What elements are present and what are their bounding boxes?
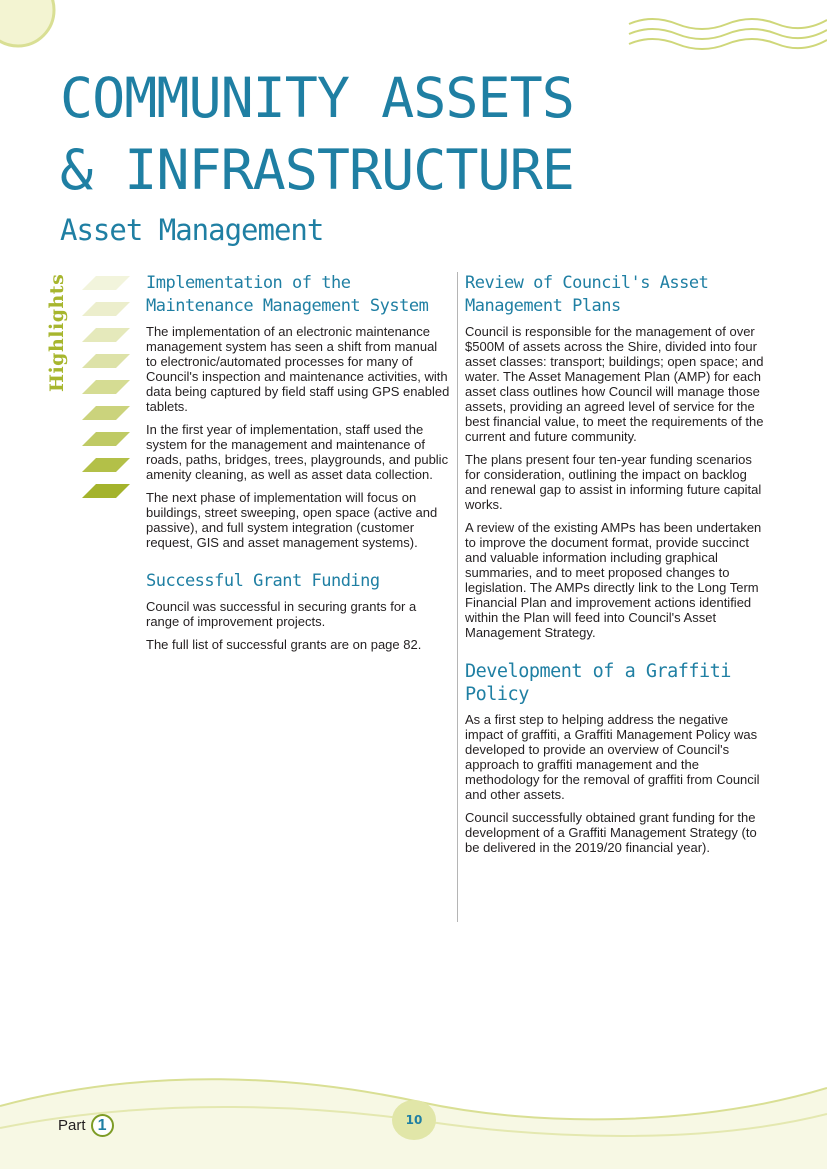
section-heading: Successful Grant Funding — [146, 571, 380, 591]
page-subtitle: Asset Management — [60, 213, 324, 247]
title-line-1: COMMUNITY ASSETS — [60, 66, 574, 130]
part-indicator — [58, 1114, 114, 1137]
right-column — [465, 272, 769, 863]
paragraph: As a first step to helping address the negative impact of graffiti, a Graffiti Management Policy was developed to provide an overview of Council's approach to graffiti management and the methodology for the removal of graffiti from Council and other assets. — [465, 712, 760, 802]
paragraph: A review of the existing AMPs has been undertaken to improve the document format, provide succinct and valuable information including graphical summaries, and to meet proposed changes to legislation. The AMPs directly link to the Long Term Financial Plan and improvement actions identified within the Plan will feed into Council's Asset Management Strategy. — [465, 520, 762, 640]
corner-decoration — [0, 0, 70, 68]
page-title — [60, 62, 574, 206]
section-heading: Review of Council's Asset Management Plans — [465, 273, 709, 316]
wave-lines-decoration — [627, 10, 827, 60]
paragraph: The full list of successful grants are on page 82. — [146, 637, 422, 652]
part-label-text: Part — [58, 1117, 86, 1134]
maintenance-section — [146, 272, 450, 550]
paragraph: Council was successful in securing grants for a range of improvement projects. — [146, 599, 417, 629]
page-number: 10 — [392, 1100, 436, 1140]
column-divider — [457, 272, 458, 922]
highlight-stripes-decoration — [82, 274, 134, 510]
paragraph: The next phase of implementation will focus on buildings, street sweeping, open space (active and passive), and full system integration (customer request, GIS and asset management systems). — [146, 490, 438, 550]
paragraph: Council is responsible for the management of over $500M of assets across the Shire, divided into four asset classes: transport; buildings; open space; and water. The Asset Management Plan (AMP) for each asset class outlines how Council will manage those assets, providing an agreed level of service for the best financial value, to meet the requirements of the current and future community. — [465, 324, 764, 444]
title-line-2: & INFRASTRUCTURE — [60, 138, 574, 202]
section-heading: Implementation of the Maintenance Management System — [146, 273, 429, 316]
paragraph: The plans present four ten-year funding scenarios for consideration, outlining the impact on backlog and renewal gap to assist in informing future capital works. — [465, 452, 762, 512]
graffiti-section — [465, 660, 769, 855]
left-column — [146, 272, 450, 660]
grants-section — [146, 570, 450, 652]
highlights-label: Highlights — [46, 273, 68, 392]
paragraph: In the first year of implementation, staff used the system for the management and maintenance of roads, paths, bridges, trees, playgrounds, and public amenity cleaning, as well as asset data collection. — [146, 422, 449, 482]
part-number-badge: 1 — [91, 1114, 114, 1137]
paragraph: Council successfully obtained grant funding for the development of a Graffiti Management Strategy (to be delivered in the 2019/20 financial year). — [465, 810, 757, 855]
amp-review-section — [465, 272, 769, 640]
paragraph: The implementation of an electronic maintenance management system has seen a shift from manual to electronic/automated processes for many of Council's inspection and maintenance activities, with data being captured by field staff using GPS enabled tablets. — [146, 324, 450, 414]
section-heading: Development of a Graffiti Policy — [465, 661, 731, 705]
